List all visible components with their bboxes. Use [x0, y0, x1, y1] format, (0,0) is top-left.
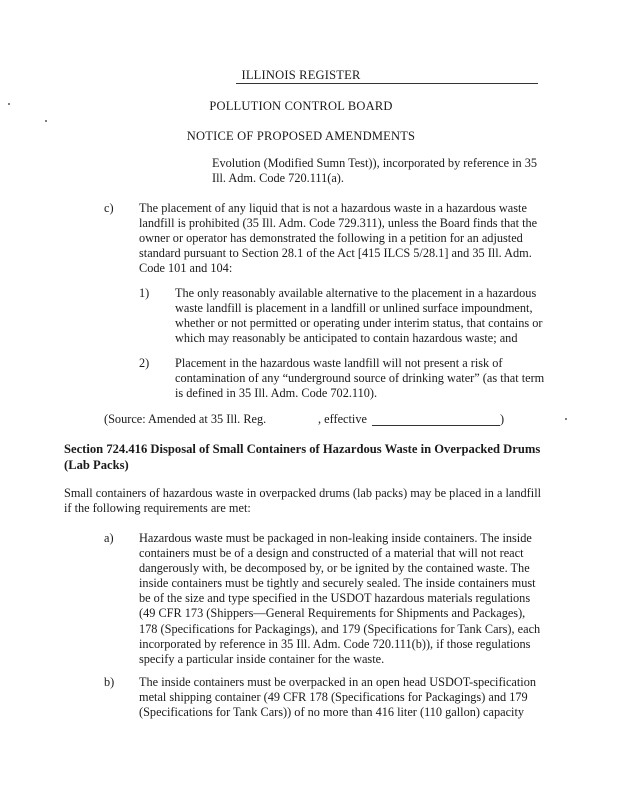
text-line: if the following requirements are met:: [64, 501, 251, 516]
text-line: The inside containers must be overpacked in an open head USDOT-specification: [139, 675, 537, 689]
text-line: be of the size and type specified in the USDOT hazardous materials regulations: [139, 591, 531, 606]
text-line: Hazardous waste must be packaged in non-leaking inside containers. The inside: [139, 531, 532, 545]
text-line: standard pursuant to Section 28.1 of the Act [415 ILCS 5/28.1] and 35 Ill. Adm.: [139, 246, 532, 261]
text-line: owner or operator has demonstrated the following in a petition for an adjusted: [139, 231, 523, 246]
item-b-paragraph: [139, 675, 536, 720]
text-line: Code 101 and 104:: [139, 261, 233, 276]
text-line: landfill is prohibited (35 Ill. Adm. Code 729.311), unless the Board finds that the: [139, 216, 538, 231]
item-c1-paragraph: [175, 286, 542, 346]
text-line: containers must be of a design and constructed of a material that will not react: [139, 546, 524, 561]
item-a-paragraph: [139, 531, 540, 667]
item-c1-label: 1): [139, 286, 150, 300]
text-line: The only reasonably available alternative to the placement in a hazardous: [175, 286, 537, 300]
text-line: whether or not permitted or operating under interim status, that contains or: [175, 316, 543, 331]
register-title: ILLINOIS REGISTER: [241, 68, 361, 82]
scan-speck: [8, 103, 10, 105]
text-line: contamination of any “underground source of drinking water” (as that term: [175, 371, 545, 386]
text-line: The placement of any liquid that is not a hazardous waste in a hazardous waste: [139, 201, 527, 215]
source-note-left: (Source: Amended at 35 Ill. Reg.: [104, 412, 267, 426]
section-heading-cont: (Lab Packs): [64, 458, 129, 472]
text-line: is defined in 35 Ill. Adm. Code 702.110).: [175, 386, 378, 401]
section-intro: [64, 486, 541, 516]
source-note-close: ): [500, 412, 505, 426]
source-note-effective: , effective: [318, 412, 367, 426]
text-line: waste landfill is placement in a landfill or unlined surface impoundment,: [175, 301, 533, 316]
item-c2-paragraph: [175, 356, 544, 401]
text-line: specify a particular inside container for the waste.: [139, 651, 385, 666]
text-line: (Specifications for Tank Cars)) of no more than 416 liter (110 gallon) capacity: [139, 705, 525, 720]
text-line: Placement in the hazardous waste landfill will not present a risk of: [175, 356, 503, 370]
text-line: incorporated by reference in 35 Ill. Adm. Code 720.111(b)), if those regulations: [139, 636, 531, 651]
text-line: Ill. Adm. Code 720.111(a).: [212, 171, 344, 186]
notice-title: NOTICE OF PROPOSED AMENDMENTS: [186, 129, 416, 143]
continuation-text: [212, 156, 537, 186]
item-c-paragraph: [139, 201, 537, 276]
text-line: which may reasonably be anticipated to contain hazardous waste; and: [175, 331, 518, 346]
text-line: 178 (Specifications for Packagings), and 179 (Specifications for Tank Cars), each: [139, 621, 541, 636]
text-line: inside containers must be tightly and securely sealed. The inside containers must: [139, 576, 536, 591]
board-title: POLLUTION CONTROL BOARD: [209, 99, 393, 113]
scan-speck: [45, 120, 47, 122]
section-heading: Section 724.416 Disposal of Small Containers of Hazardous Waste in Overpacked Drums: [64, 442, 541, 456]
header-rule: [236, 83, 538, 84]
effective-date-blank: [372, 425, 500, 426]
item-a-label: a): [104, 531, 114, 545]
scan-speck: [565, 418, 567, 420]
text-line: Small containers of hazardous waste in overpacked drums (lab packs) may be placed in a landfill: [64, 486, 542, 500]
text-line: (49 CFR 173 (Shippers—General Requirements for Shipments and Packages),: [139, 606, 526, 621]
text-line: Evolution (Modified Sumn Test)), incorporated by reference in 35: [212, 156, 538, 170]
item-c2-label: 2): [139, 356, 150, 370]
text-line: metal shipping container (49 CFR 178 (Specifications for Packagings) and 179: [139, 690, 528, 705]
item-c-label: c): [104, 201, 114, 215]
text-line: dangerously with, be decomposed by, or be ignited by the contained waste. The: [139, 561, 530, 576]
item-b-label: b): [104, 675, 115, 689]
